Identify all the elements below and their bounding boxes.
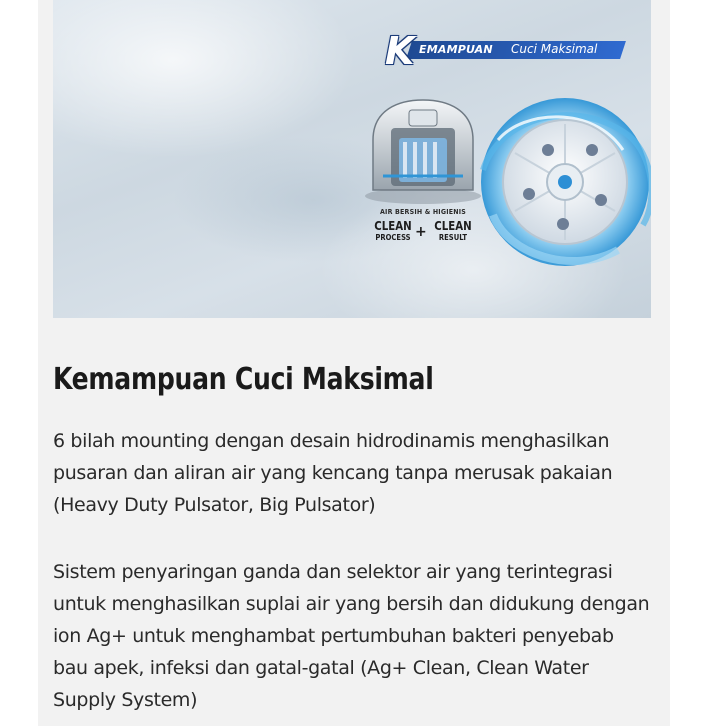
clean-process-label [367,220,419,242]
product-banner-image [53,0,651,318]
article-page [38,0,670,726]
pulsator-illustration [481,98,651,266]
headline-initial: K [385,29,415,73]
headline-strong-text: EMAMPUAN [419,43,493,56]
paragraph-pulsator: 6 bilah mounting dengan desain hidrodinamis menghasilkan pusaran dan aliran air yang kencang tanpa merusak pakaian (Heavy Duty Pulsator, Big Pulsator) [53,430,613,516]
clean-left-big: CLEAN [374,219,412,233]
banner-caption: AIR BERSIH & HIGIENIS [379,208,466,216]
clean-result-label [427,220,479,242]
clean-left-sub: PROCESS [375,233,411,242]
plus-sign: + [415,224,427,240]
banner-headline [385,29,623,73]
article-title: Kemampuan Cuci Maksimal [53,362,434,397]
washing-machine-illustration [365,100,481,204]
clean-right-sub: RESULT [438,233,468,242]
headline-light-text: Cuci Maksimal [511,42,598,56]
clean-right-big: CLEAN [434,219,472,233]
paragraph-water-system: Sistem penyaringan ganda dan selektor air yang terintegrasi untuk menghasilkan suplai air yang bersih dan didukung dengan ion Ag+ untuk menghambat pertumbuhan bakteri penyebab bau apek, infeksi dan gatal-gatal (Ag+ Clean, Clean Water Supply System) [53,561,650,711]
